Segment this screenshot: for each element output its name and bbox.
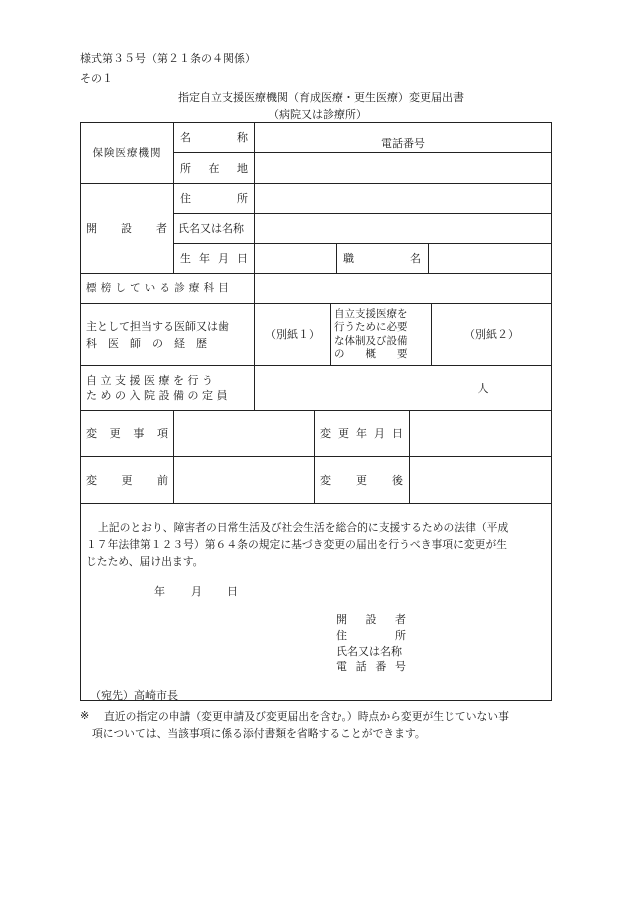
capacity-unit: 人 bbox=[477, 381, 489, 395]
document-title: 指定自立支援医療機関（育成医療・更生医療）変更届出書 bbox=[178, 91, 464, 104]
label-henko-jiko: 変 更 事 項 bbox=[86, 427, 168, 440]
document-subtitle: （病院又は診療所） bbox=[268, 108, 367, 121]
attachment-1: （別紙１） bbox=[265, 328, 320, 341]
label-shokumei: 職 名 bbox=[343, 252, 421, 265]
label-meisho: 名 称 bbox=[180, 131, 248, 144]
label-system-overview: 自立支援医療を 行うために必要 な体制及び設備 の 概 要 bbox=[334, 307, 408, 360]
declaration-line-3: じたため、届け出ます。 bbox=[86, 555, 204, 568]
label-henko-go: 変 更 後 bbox=[320, 473, 403, 487]
label-henko-date: 変 更 年 月 日 bbox=[320, 427, 403, 440]
sign-kaisetsusha: 開 設 者 bbox=[336, 612, 406, 626]
label-hyobo: 標榜している診療科目 bbox=[86, 282, 233, 294]
label-shozaichi: 所 在 地 bbox=[180, 161, 248, 175]
date-day: 日 bbox=[227, 585, 238, 598]
label-hoken-iryo-kikan: 保険医療機関 bbox=[92, 146, 162, 159]
note-line-1: 直近の指定の申請（変更申請及び変更届出を含む。）時点から変更が生じていない事 bbox=[104, 710, 509, 723]
sign-shimei: 氏名又は名称 bbox=[336, 645, 402, 658]
label-shimei: 氏名又は名称 bbox=[178, 222, 244, 235]
phone-number-label: 電話番号 bbox=[381, 136, 425, 150]
label-seinengappi: 生 年 月 日 bbox=[180, 252, 248, 265]
label-doctor-history: 主として担当する医師又は歯 科 医 師 の 経 歴 bbox=[86, 319, 229, 350]
label-henko-mae: 変 更 前 bbox=[86, 473, 168, 487]
sign-jusho: 住 所 bbox=[336, 628, 406, 642]
sign-denwa: 電 話 番 号 bbox=[336, 659, 406, 673]
note-mark: ※ bbox=[80, 709, 90, 722]
label-capacity: 自 立 支 援 医 療 を 行 う た め の 入 院 設 備 の 定 員 bbox=[86, 374, 228, 402]
declaration-line-1: 上記のとおり、障害者の日常生活及び社会生活を総合的に支援するための法律（平成 bbox=[98, 521, 509, 534]
label-kaisetsusha: 開 設 者 bbox=[86, 222, 167, 235]
addressee: （宛先）高崎市長 bbox=[90, 689, 178, 702]
form-code: 様式第３５号（第２１条の４関係） bbox=[80, 52, 256, 65]
attachment-2: （別紙２） bbox=[464, 328, 519, 341]
date-year: 年 bbox=[154, 585, 165, 598]
note-line-2: 項については、当該事項に係る添付書類を省略することができます。 bbox=[92, 727, 426, 740]
section-label: その１ bbox=[80, 72, 113, 85]
declaration-line-2: １７年法律第１２３号）第６４条の規定に基づき変更の届出を行うべき事項に変更が生 bbox=[86, 538, 508, 551]
label-jusho: 住 所 bbox=[180, 192, 248, 205]
date-month: 月 bbox=[191, 585, 202, 598]
